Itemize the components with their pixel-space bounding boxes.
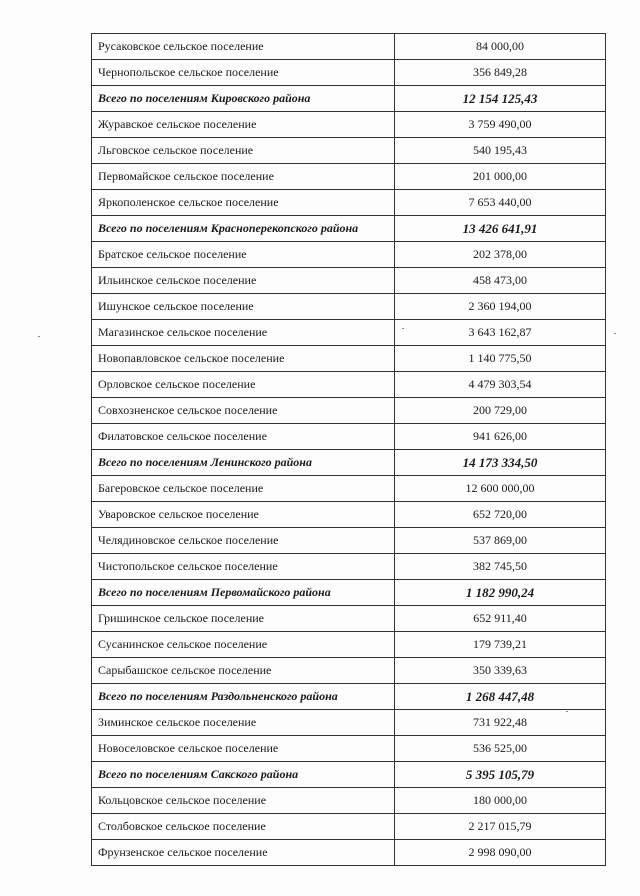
settlement-name: Совхозненское сельское поселение <box>92 398 395 424</box>
settlements-budget-table <box>91 33 606 866</box>
settlement-name: Яркополенское сельское поселение <box>92 190 395 216</box>
settlement-amount: 2 360 194,00 <box>395 294 606 320</box>
district-total-amount: 5 395 105,79 <box>395 762 606 788</box>
settlement-name: Кольцовское сельское поселение <box>92 788 395 814</box>
table-row <box>92 788 606 814</box>
settlement-name: Багеровское сельское поселение <box>92 476 395 502</box>
district-total-amount: 13 426 641,91 <box>395 216 606 242</box>
table-body <box>92 34 606 866</box>
settlement-name: Магазинское сельское поселение <box>92 320 395 346</box>
settlement-amount: 1 140 775,50 <box>395 346 606 372</box>
settlement-amount: 2 217 015,79 <box>395 814 606 840</box>
table-row <box>92 60 606 86</box>
table-row <box>92 658 606 684</box>
district-total-row <box>92 86 606 112</box>
scan-speck <box>614 333 616 334</box>
settlement-amount: 731 922,48 <box>395 710 606 736</box>
district-total-label: Всего по поселениям Красноперекопского района <box>92 216 395 242</box>
settlement-name: Сусанинское сельское поселение <box>92 632 395 658</box>
settlement-amount: 202 378,00 <box>395 242 606 268</box>
table-row <box>92 268 606 294</box>
table-row <box>92 554 606 580</box>
table-row <box>92 398 606 424</box>
settlement-name: Челядиновское сельское поселение <box>92 528 395 554</box>
settlement-name: Уваровское сельское поселение <box>92 502 395 528</box>
settlement-name: Новоселовское сельское поселение <box>92 736 395 762</box>
district-total-amount: 14 173 334,50 <box>395 450 606 476</box>
settlement-amount: 536 525,00 <box>395 736 606 762</box>
settlement-name: Льговское сельское поселение <box>92 138 395 164</box>
table-row <box>92 112 606 138</box>
settlement-amount: 4 479 303,54 <box>395 372 606 398</box>
district-total-label: Всего по поселениям Ленинского района <box>92 450 395 476</box>
district-total-row <box>92 450 606 476</box>
settlement-amount: 84 000,00 <box>395 34 606 60</box>
settlement-amount: 12 600 000,00 <box>395 476 606 502</box>
district-total-label: Всего по поселениям Первомайского района <box>92 580 395 606</box>
settlement-amount: 356 849,28 <box>395 60 606 86</box>
table-row <box>92 138 606 164</box>
settlement-name: Гришинское сельское поселение <box>92 606 395 632</box>
settlement-amount: 382 745,50 <box>395 554 606 580</box>
table-row <box>92 632 606 658</box>
settlement-name: Ишунское сельское поселение <box>92 294 395 320</box>
table-row <box>92 320 606 346</box>
table-row <box>92 34 606 60</box>
table-row <box>92 372 606 398</box>
table-row <box>92 242 606 268</box>
settlement-amount: 3 759 490,00 <box>395 112 606 138</box>
settlement-name: Столбовское сельское поселение <box>92 814 395 840</box>
settlement-amount: 7 653 440,00 <box>395 190 606 216</box>
table-row <box>92 294 606 320</box>
district-total-label: Всего по поселениям Раздольненского района <box>92 684 395 710</box>
settlement-amount: 652 720,00 <box>395 502 606 528</box>
district-total-label: Всего по поселениям Кировского района <box>92 86 395 112</box>
settlement-name: Новопавловское сельское поселение <box>92 346 395 372</box>
table-row <box>92 424 606 450</box>
settlement-amount: 652 911,40 <box>395 606 606 632</box>
table-row <box>92 476 606 502</box>
table-row <box>92 736 606 762</box>
table-row <box>92 190 606 216</box>
settlement-name: Сарыбашское сельское поселение <box>92 658 395 684</box>
settlement-amount: 537 869,00 <box>395 528 606 554</box>
settlement-amount: 540 195,43 <box>395 138 606 164</box>
settlement-amount: 350 339,63 <box>395 658 606 684</box>
settlement-amount: 201 000,00 <box>395 164 606 190</box>
table-row <box>92 164 606 190</box>
scan-speck <box>38 336 40 337</box>
settlement-amount: 941 626,00 <box>395 424 606 450</box>
district-total-amount: 1 182 990,24 <box>395 580 606 606</box>
settlement-name: Зиминское сельское поселение <box>92 710 395 736</box>
settlement-name: Ильинское сельское поселение <box>92 268 395 294</box>
district-total-label: Всего по поселениям Сакского района <box>92 762 395 788</box>
settlement-name: Братское сельское поселение <box>92 242 395 268</box>
district-total-amount: 12 154 125,43 <box>395 86 606 112</box>
settlement-amount: 3 643 162,87 <box>395 320 606 346</box>
table-row <box>92 710 606 736</box>
district-total-row <box>92 762 606 788</box>
settlement-amount: 180 000,00 <box>395 788 606 814</box>
settlement-name: Орловское сельское поселение <box>92 372 395 398</box>
settlement-amount: 2 998 090,00 <box>395 840 606 866</box>
scan-speck <box>566 711 568 712</box>
settlement-amount: 179 739,21 <box>395 632 606 658</box>
table-row <box>92 346 606 372</box>
settlement-name: Первомайское сельское поселение <box>92 164 395 190</box>
table-row <box>92 528 606 554</box>
district-total-row <box>92 580 606 606</box>
district-total-amount: 1 268 447,48 <box>395 684 606 710</box>
settlement-name: Чистопольское сельское поселение <box>92 554 395 580</box>
settlement-name: Русаковское сельское поселение <box>92 34 395 60</box>
district-total-row <box>92 684 606 710</box>
table-row <box>92 502 606 528</box>
table-row <box>92 840 606 866</box>
district-total-row <box>92 216 606 242</box>
settlement-name: Фрунзенское сельское поселение <box>92 840 395 866</box>
settlement-name: Чернопольское сельское поселение <box>92 60 395 86</box>
settlement-name: Филатовское сельское поселение <box>92 424 395 450</box>
table-row <box>92 606 606 632</box>
scan-speck <box>402 328 404 329</box>
settlement-amount: 200 729,00 <box>395 398 606 424</box>
settlement-name: Журавское сельское поселение <box>92 112 395 138</box>
settlement-amount: 458 473,00 <box>395 268 606 294</box>
table-row <box>92 814 606 840</box>
